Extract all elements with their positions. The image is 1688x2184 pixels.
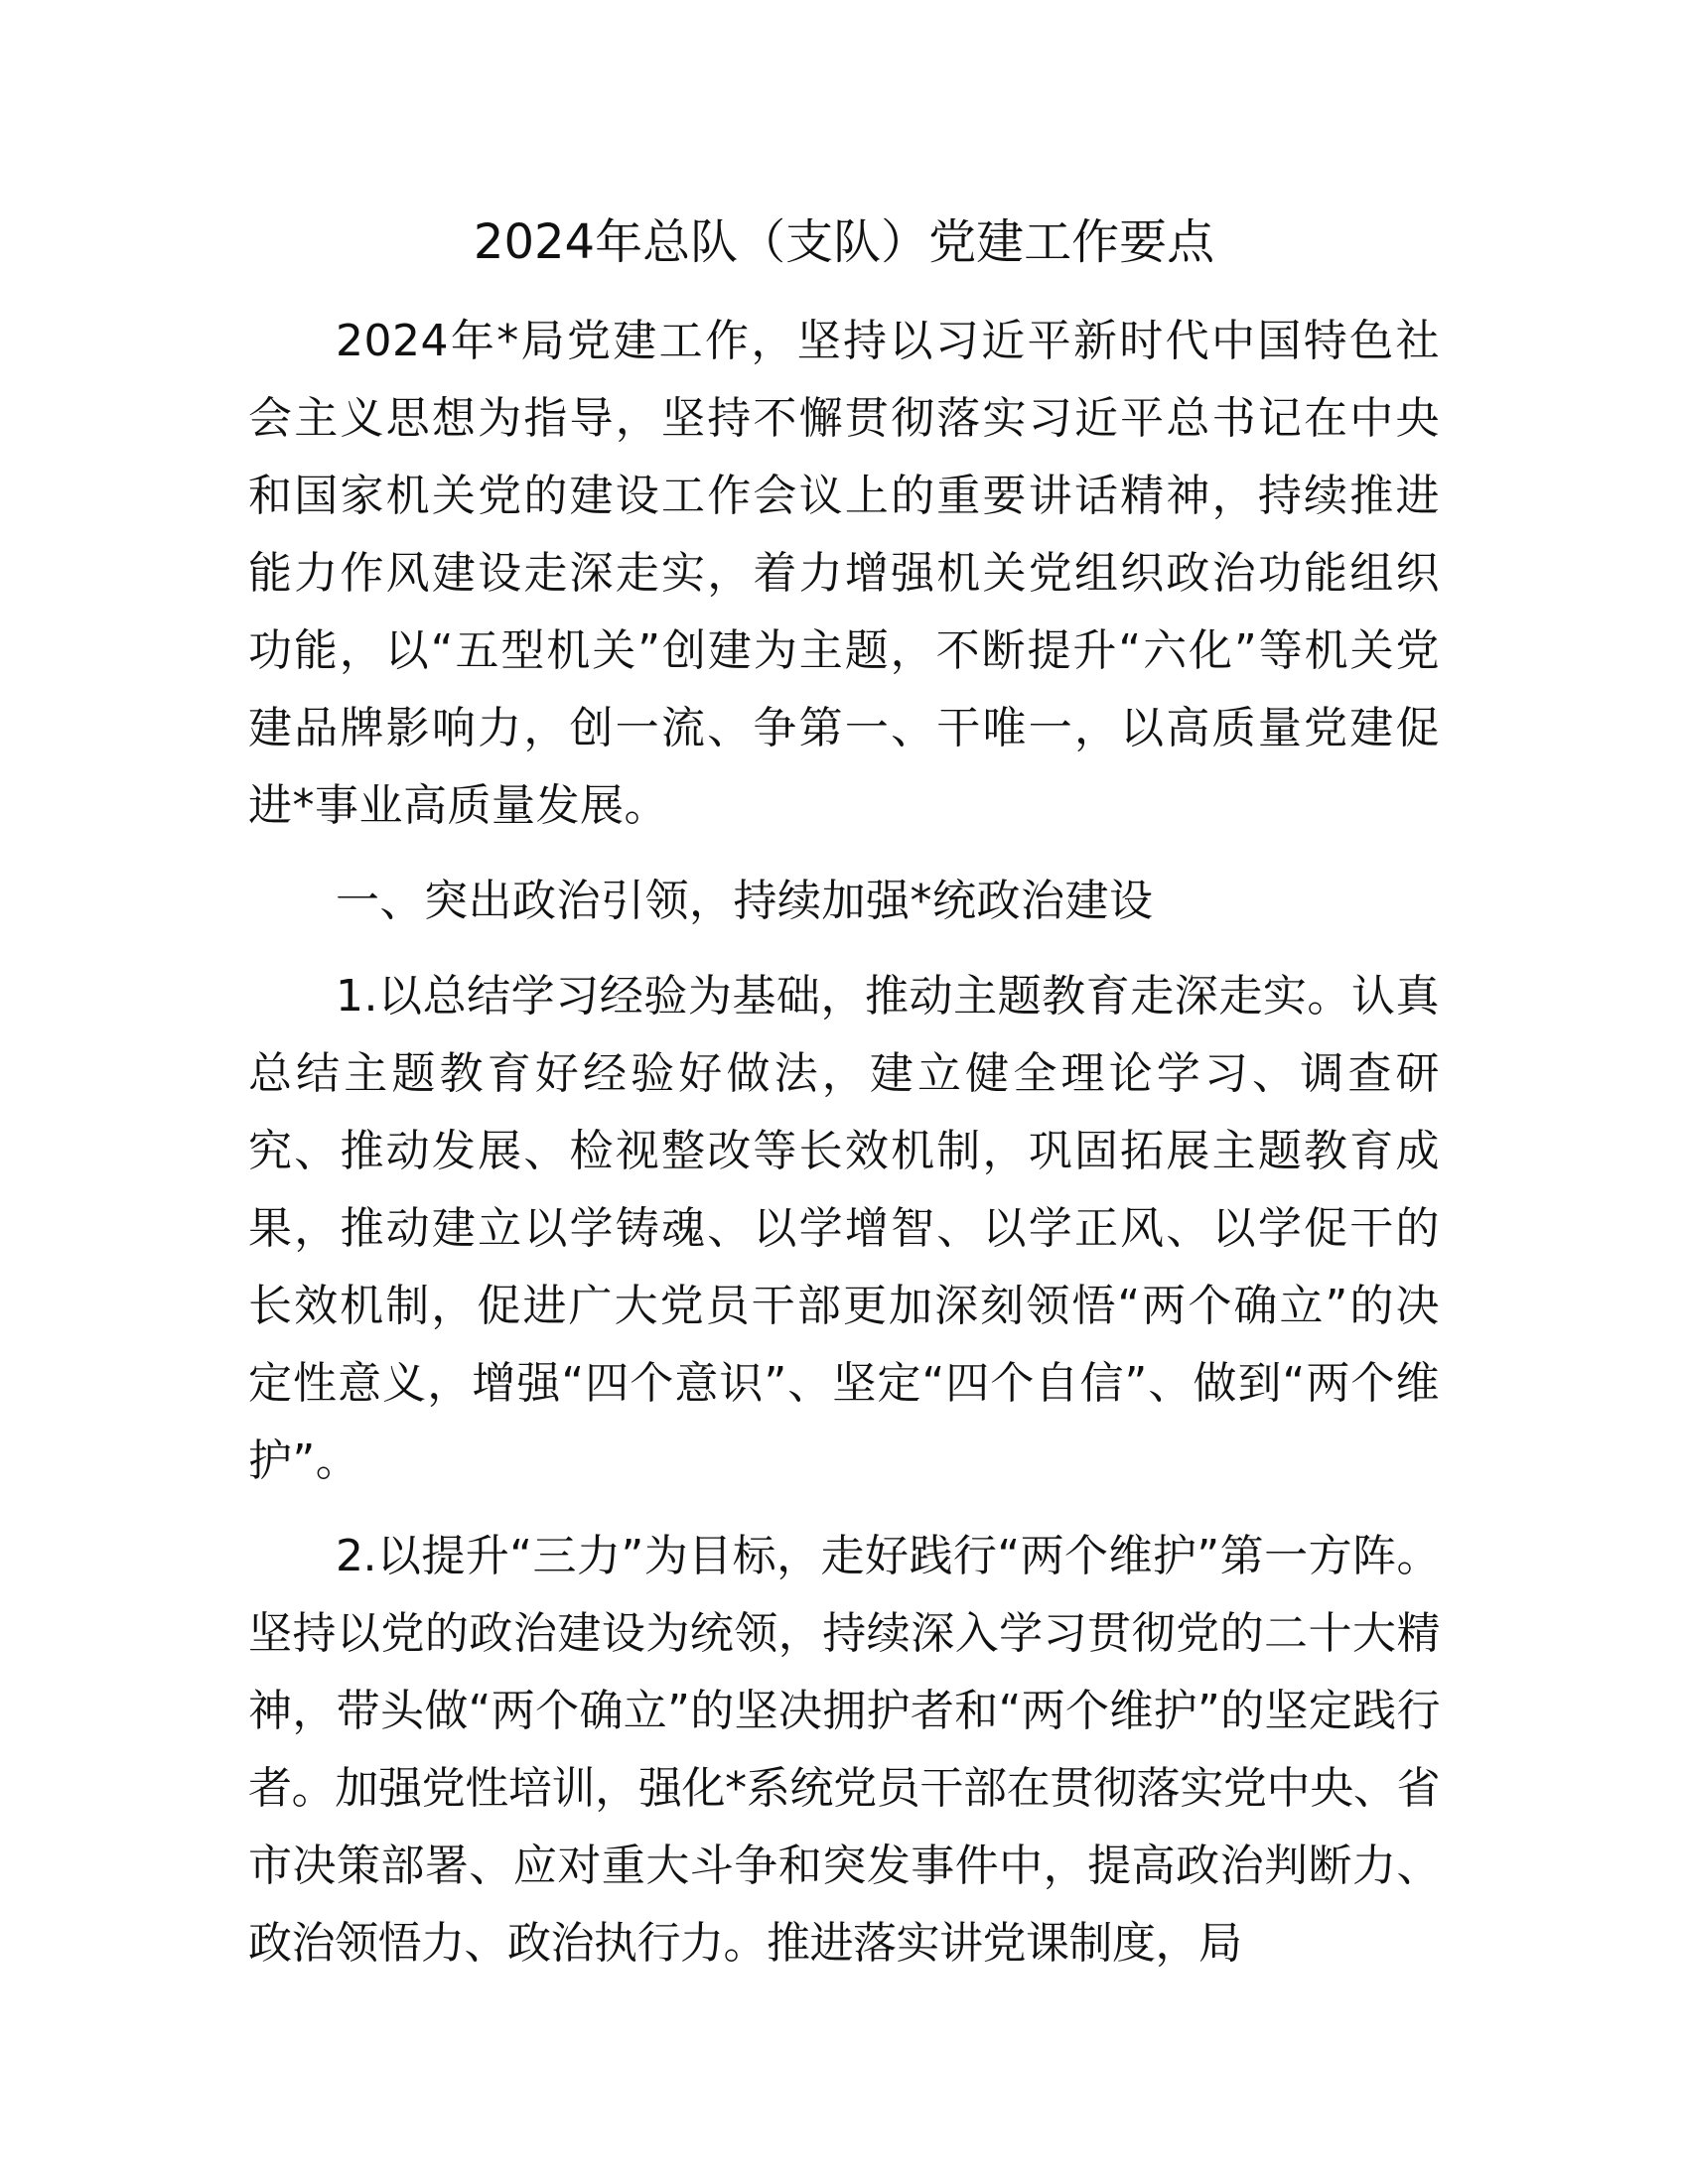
item-2-paragraph: 2.以提升“三力”为目标，走好践行“两个维护”第一方阵。坚持以党的政治建设为统领，持续深入学习贯彻党的二十大精神，带头做“两个确立”的坚决拥护者和“两个维护”的坚定践行者。加强党性培训，强化*系统党员干部在贯彻落实党中央、省市决策部署、应对重大斗争和突发事件中，提高政治判断力、政治领悟力、政治执行力。推进落实讲党课制度，局 [248,1531,1440,1969]
document-title: 2024年总队（支队）党建工作要点 [473,214,1215,270]
intro-paragraph: 2024年*局党建工作，坚持以习近平新时代中国特色社会主义思想为指导，坚持不懈贯彻落实习近平总书记在中央和国家机关党的建设工作会议上的重要讲话精神，持续推进能力作风建设走深走实，着力增强机关党组织政治功能组织功能，以“五型机关”创建为主题，不断提升“六化”等机关党建品牌影响力，创一流、争第一、干唯一，以高质量党建促进*事业高质量发展。 [248,316,1440,831]
document-body [248,204,1440,1982]
item-1-paragraph: 1.以总结学习经验为基础，推动主题教育走深走实。认真总结主题教育好经验好做法，建立健全理论学习、调查研究、推动发展、检视整改等长效机制，巩固拓展主题教育成果，推动建立以学铸魂、以学增智、以学正风、以学促干的长效机制，促进广大党员干部更加深刻领悟“两个确立”的决定性意义，增强“四个意识”、坚定“四个自信”、做到“两个维护”。 [248,971,1440,1486]
section-heading-1: 一、突出政治引领，持续加强*统政治建设 [336,876,1154,926]
